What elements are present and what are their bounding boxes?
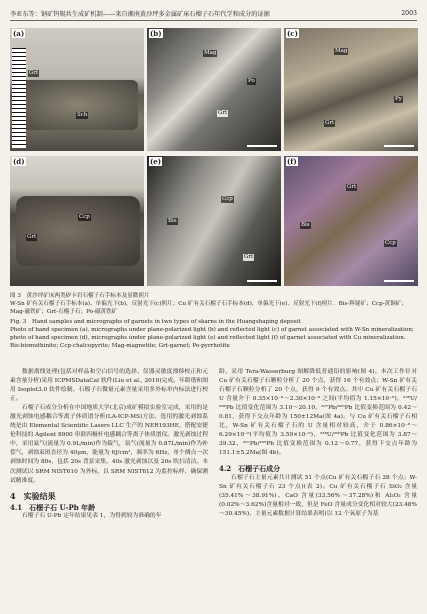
figure-caption bbox=[10, 292, 417, 350]
left-paragraph-3: 石榴子石 U-Pb 定年结果见表 1，为得到较为准确的年 bbox=[22, 512, 162, 519]
scale-bar-e bbox=[247, 280, 277, 282]
panel-label-b: (b) bbox=[150, 29, 162, 38]
panel-b bbox=[147, 28, 281, 151]
scale-bar-b bbox=[247, 145, 277, 147]
section-heading-4-1: 4.1 石榴子石 U-Pb 年龄 bbox=[10, 502, 96, 512]
panel-f bbox=[284, 156, 418, 286]
caption-cn-body: W-Sn 矿有关石榴子石手标本(a)、单偏光下(b)、反射光下(c)照片；Cu 矿有关石榴子石手标本(d)、单偏光下(e)、反射光下(f)照片．Bis-辉铋矿；Ccp-黄铜矿；Mag-磁铁矿；Grt-石榴子石；Po-磁黄铁矿 bbox=[10, 301, 407, 315]
caption-en-body: Photo of hand specimen (a), micrographs under plane-polarized light (b) and reflected light (c) of garnet associated with W-Sn mineralization; photo of hand specimen (d), micrographs under plane-polarized light (e) and reflected light (f) of garnet associated with Cu mineralization. Bis-bismuthinite; Ccp-chalcopyrite; Mag-magnetite; Grt-garnet; Po-pyrrhotite bbox=[10, 327, 414, 349]
left-column bbox=[10, 368, 208, 521]
mineral-ccp-f: Ccp bbox=[385, 240, 396, 246]
mineral-grt-a: Grt bbox=[29, 70, 39, 76]
ruler-a bbox=[12, 48, 26, 148]
right-paragraph-2: 石榴子石主量元素共计测试 51 个点(Cu 矿有关石榴子石 28 个点；W-Sn 矿有关石榴子石 23 个点)(表 2)。Cu 矿有关石榴子石 SiO₂ 含量(35.41%～38.91%)、CaO 含量(33.56%～37.28%)和 Al₂O₃ 含量(0.02%～3.62%)含量相对一致，但是 FeO 含量成分变化相对较大(23.48%～30.45%)，主量元素数据计算结果表明(以 12 个氧原子为基 bbox=[219, 474, 417, 517]
figure-3 bbox=[10, 28, 418, 286]
mineral-sch-a: Sch bbox=[77, 112, 88, 118]
section-heading-4-2: 4.2 石榴子石成分 bbox=[219, 464, 281, 474]
specimen-d bbox=[16, 196, 140, 266]
mineral-grt-b: Grt bbox=[218, 110, 228, 116]
mineral-grt-c: Grt bbox=[325, 120, 335, 126]
mineral-grt-e: Grt bbox=[244, 254, 254, 260]
panel-label-e: (e) bbox=[150, 157, 162, 166]
panel-label-f: (f) bbox=[287, 157, 297, 166]
panel-e bbox=[147, 156, 281, 286]
right-column bbox=[219, 368, 417, 519]
mineral-po-b: Po bbox=[248, 78, 255, 84]
panel-label-c: (c) bbox=[287, 29, 298, 38]
caption-cn-title: 图 3 黄沙坪矿床两类矽卡岩石榴子石手标本及显微照片 bbox=[10, 293, 150, 299]
panel-d bbox=[10, 156, 144, 286]
right-paragraph-1: 龄，采用 Tera-Wasserburg 图解降低普通铅的影响(图 4)。本次工作针对 Cu 矿有关石榴子石颗粒分析了 20 个点，获得 16 个有效点；W-Sn 矿有关石榴子石颗粒分析了 20 个点，获得 9 个有效点。其中 Cu 矿有关石榴子石 U 含量介于 0.35×10⁻⁶～2.30×10⁻⁶ 之间(平均值为 1.15×10⁻⁶)，²³⁸U/²⁰⁶Pb 比值变化范围为 3.10～20.10，²⁰⁷Pb/²⁰⁶Pb 比值变换范围为 0.42～0.81，获得下交点年龄为 150±12Ma(图 4a)。与 Cu 矿有关石榴子石相比，W-Sn 矿有关石榴子石的 U 含量相对较高，介于 0.86×10⁻⁶～6.29×10⁻⁶(平均值为 3.59×10⁻⁶)，²³⁸U/²⁰⁶Pb 比值变化范围为 3.87～39.32，²⁰⁷Pb/²⁰⁶Pb 比值变换范围为 0.12～0.77，获得下交点年龄为 151.1±5.2Ma(图 4b)。 bbox=[219, 369, 417, 457]
panel-a bbox=[10, 28, 144, 151]
running-title: 李亚东等：钢矿钨锡共生成矿机制——来自湘南黄沙坪多金属矿床石榴子石年代学和成分的证据 bbox=[10, 10, 270, 18]
mineral-mag-c: Mag bbox=[335, 48, 348, 54]
left-paragraph-1: 数据离线处理(包括对样品和空白信号的选择、仪器灵敏度漂移校正和元素含量分析)采用 ICPMSDataCal 软件(Liu et al., 2010)完成。年龄谐和图用 Isoplot3.0 软件绘制。石榴子石微量元素含量采用多外标单内标法进行校正。 bbox=[10, 369, 208, 403]
scale-bar-f bbox=[384, 280, 414, 282]
panel-label-a: (a) bbox=[13, 29, 25, 38]
mineral-py-c: Py bbox=[395, 96, 402, 102]
page-number: 2003 bbox=[401, 9, 417, 17]
scale-bar-c bbox=[384, 145, 414, 147]
mineral-ccp-e: Ccp bbox=[222, 196, 233, 202]
mineral-bis-f: Bis bbox=[301, 222, 310, 228]
caption-en-title: Fig. 3 Hand samples and micrographs of garnets in two types of skarns in the Huangshaping deposit bbox=[10, 319, 301, 325]
mineral-bis-e: Bis bbox=[168, 218, 177, 224]
mineral-grt-d: Grt bbox=[27, 234, 37, 240]
specimen-a bbox=[18, 80, 138, 130]
panel-label-d: (d) bbox=[13, 157, 25, 166]
panel-c bbox=[284, 28, 418, 151]
section-heading-4: 4 实验结果 bbox=[10, 490, 56, 501]
mineral-grt-f: Grt bbox=[347, 184, 357, 190]
left-paragraph-2: 石榴子石成分分析在中国地质大学(北京)成矿模拟实验室完成，采用的是激光剥蚀电感耦合等离子体质谱分析(LA-ICP-MS)方法。选用的激光剥蚀系统是由 Elemental Scientific Lasers LLC 生产的 NER193HE，搭配安捷伦科技的 Agilent 8900 串联四极杆电感耦合等离子体质谱仪。激光剥蚀过程中，采用氦气(流量为 0.9L/min)作为载气，氩气(流量为 0.87L/min)作为补偿气，剥蚀束斑直径为 40μm，能量为 6J/cm²，频率为 6Hz，单个测点一次剥蚀时间为 80s，包括 20s 背景采集、40s 激光剥蚀以及 20s 吹扫清洁。本次测试以 SRM NIST610 为外标，以 SRM NIST612 为监控标样，确保测试精准度。 bbox=[10, 405, 208, 484]
mineral-mag-b: Mag bbox=[204, 50, 217, 56]
running-header bbox=[10, 6, 417, 21]
mineral-ccp-d: Ccp bbox=[79, 214, 90, 220]
